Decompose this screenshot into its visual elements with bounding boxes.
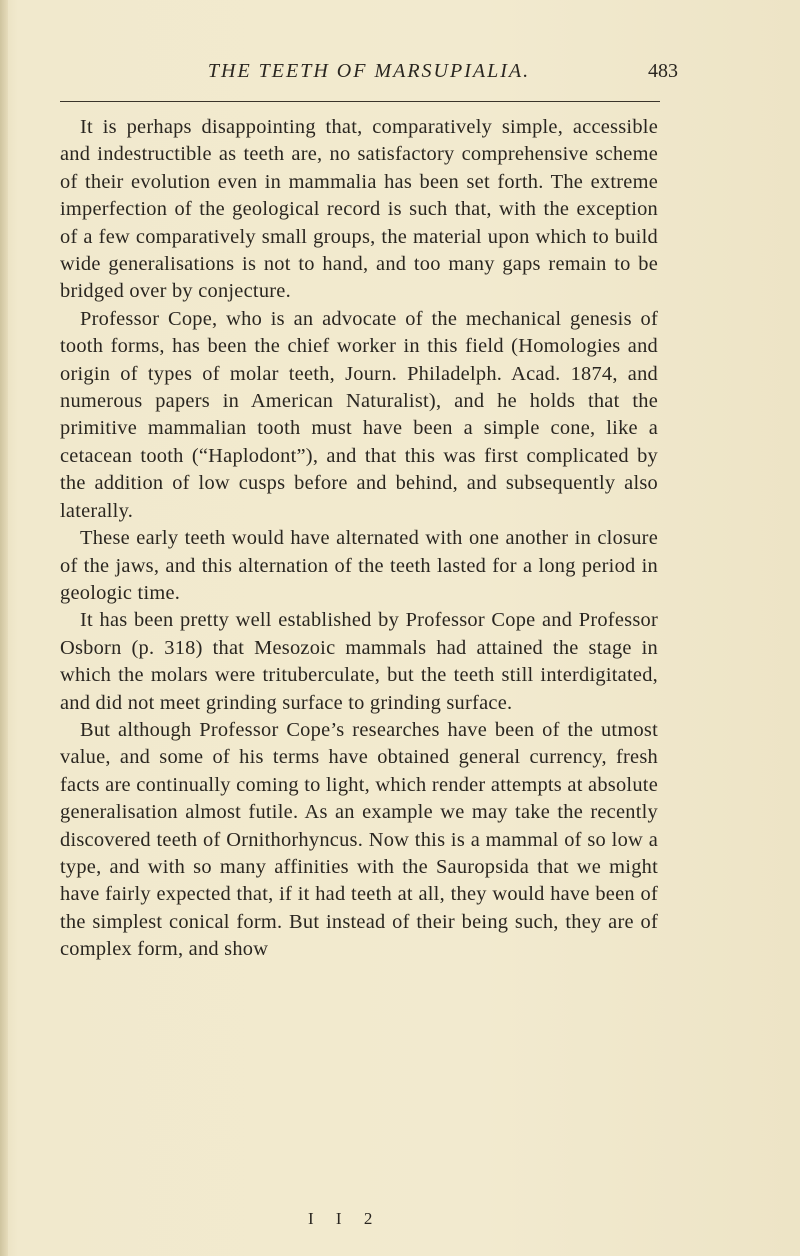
paragraph: These early teeth would have alternated with one another in closure of the jaws, and this alternation of the teeth lasted for a long period in geologic time.	[60, 527, 658, 604]
paragraph: But although Professor Cope’s researches have been of the utmost value, and some of his terms have obtained general currency, fresh facts are continually coming to light, which render attempts at absolute generalisation almost futile. As an example we may take the recently discovered teeth of Ornithorhyncus. Now this is a mammal of so low a type, and with so many affinities with the Sauropsida that we might have fairly expected that, if it had teeth at all, they would have been of the simplest conical form. But instead of their being such, they are of complex form, and show	[60, 718, 658, 961]
page-number: 483	[648, 60, 678, 82]
page-header	[60, 58, 678, 94]
page-edge-shadow	[0, 0, 8, 1256]
paragraph: It is perhaps disappointing that, comparatively simple, accessible and indestructible as teeth are, no satisfactory comprehensive scheme of their evolution even in mammalia has been set forth. The extreme imperfection of the geological record is such that, with the exception of a few comparatively small groups, the material upon which to build wide generalisations is not to hand, and too many gaps remain to be bridged over by conjecture.	[60, 116, 658, 303]
running-title: THE TEETH OF MARSUPIALIA.	[207, 60, 531, 82]
paragraph: Professor Cope, who is an advocate of the mechanical genesis of tooth forms, has been the chief worker in this field (Homologies and origin of types of molar teeth, Journ. Philadelph. Acad. 1874, and numerous papers in American Naturalist), and he holds that the primitive mammalian tooth must have been a simple cone, like a cetacean tooth (“Haplodont”), and that this was first complicated by the addition of low cusps before and behind, and subsequently also laterally.	[60, 307, 658, 522]
body-text	[60, 114, 658, 964]
paragraph: It has been pretty well established by Professor Cope and Professor Osborn (p. 318) that Mesozoic mammals had attained the stage in which the molars were trituberculate, but the teeth still interdigitated, and did not meet grinding surface to grinding surface.	[60, 609, 658, 714]
signature-mark: I I 2	[308, 1209, 382, 1228]
header-rule	[60, 101, 660, 102]
